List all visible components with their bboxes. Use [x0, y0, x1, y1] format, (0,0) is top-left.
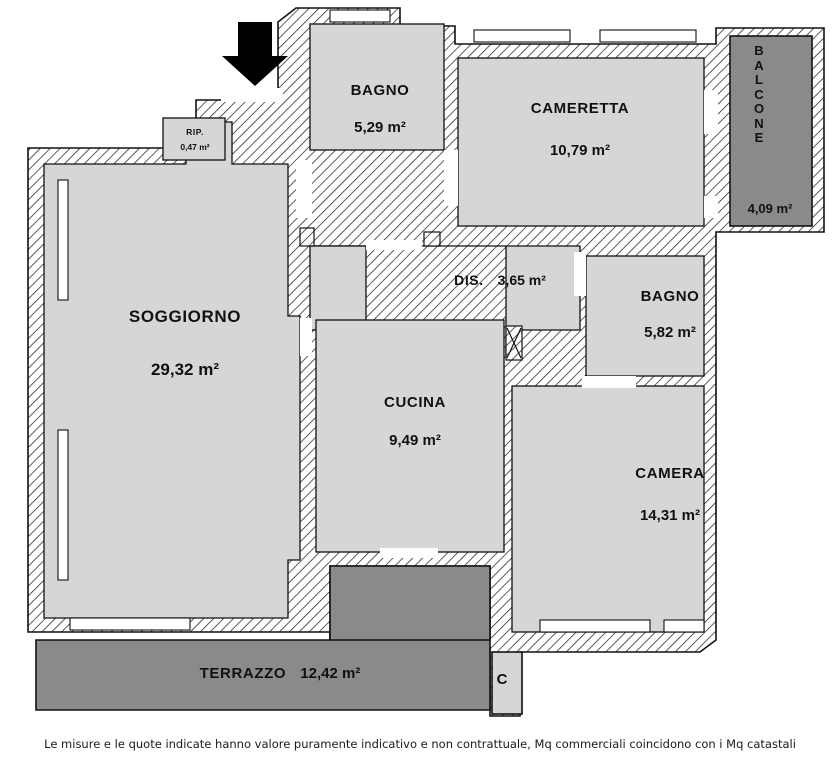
- room-shape-cameretta: [458, 58, 704, 226]
- closet-marker-c: C: [496, 671, 508, 688]
- room-shape-soggiorno: [44, 122, 300, 618]
- room-name-ripostiglio: RIP.: [186, 127, 204, 137]
- room-shape-bagno2: [586, 256, 704, 376]
- room-name-cucina: CUCINA: [384, 394, 446, 411]
- room-name-bagno2: BAGNO: [640, 288, 700, 305]
- room-name-camera: CAMERA: [635, 465, 705, 482]
- room-shape-balcone: [730, 36, 812, 226]
- room-area-bagno2: 5,82 m²: [644, 323, 696, 341]
- room-area-camera: 14,31 m²: [639, 506, 701, 524]
- room-name-soggiorno: SOGGIORNO: [128, 307, 242, 326]
- room-shape-cucina: [316, 320, 504, 552]
- room-area-ripostiglio: 0,47 m²: [180, 142, 210, 153]
- room-shape-camera: [512, 386, 704, 632]
- room-shape-ripostiglio: [163, 118, 225, 160]
- room-name-cameretta: CAMERETTA: [530, 100, 630, 117]
- room-area-cucina: 9,49 m²: [389, 431, 441, 449]
- room-name-terrazzo: TERRAZZO: [199, 665, 287, 682]
- room-name-balcone: B A L C O N E: [753, 43, 765, 146]
- room-name-disimpegno: DIS.: [454, 272, 484, 288]
- room-area-cameretta: 10,79 m²: [549, 141, 611, 159]
- room-area-terrazzo: 12,42 m²: [300, 665, 361, 682]
- room-shape-bagno1: [310, 24, 444, 150]
- room-area-soggiorno: 29,32 m²: [150, 359, 220, 379]
- room-area-bagno1: 5,29 m²: [354, 118, 406, 136]
- disclaimer-footnote: Le misure e le quote indicate hanno valore puramente indicativo e non contrattuale, Mq commerciali coincidono con i Mq catastali: [44, 737, 796, 751]
- room-area-balcone: 4,09 m²: [747, 201, 793, 216]
- room-shape-closet-c: [492, 652, 522, 714]
- room-area-disimpegno: 3,65 m²: [497, 272, 546, 288]
- room-name-bagno1: BAGNO: [350, 82, 410, 99]
